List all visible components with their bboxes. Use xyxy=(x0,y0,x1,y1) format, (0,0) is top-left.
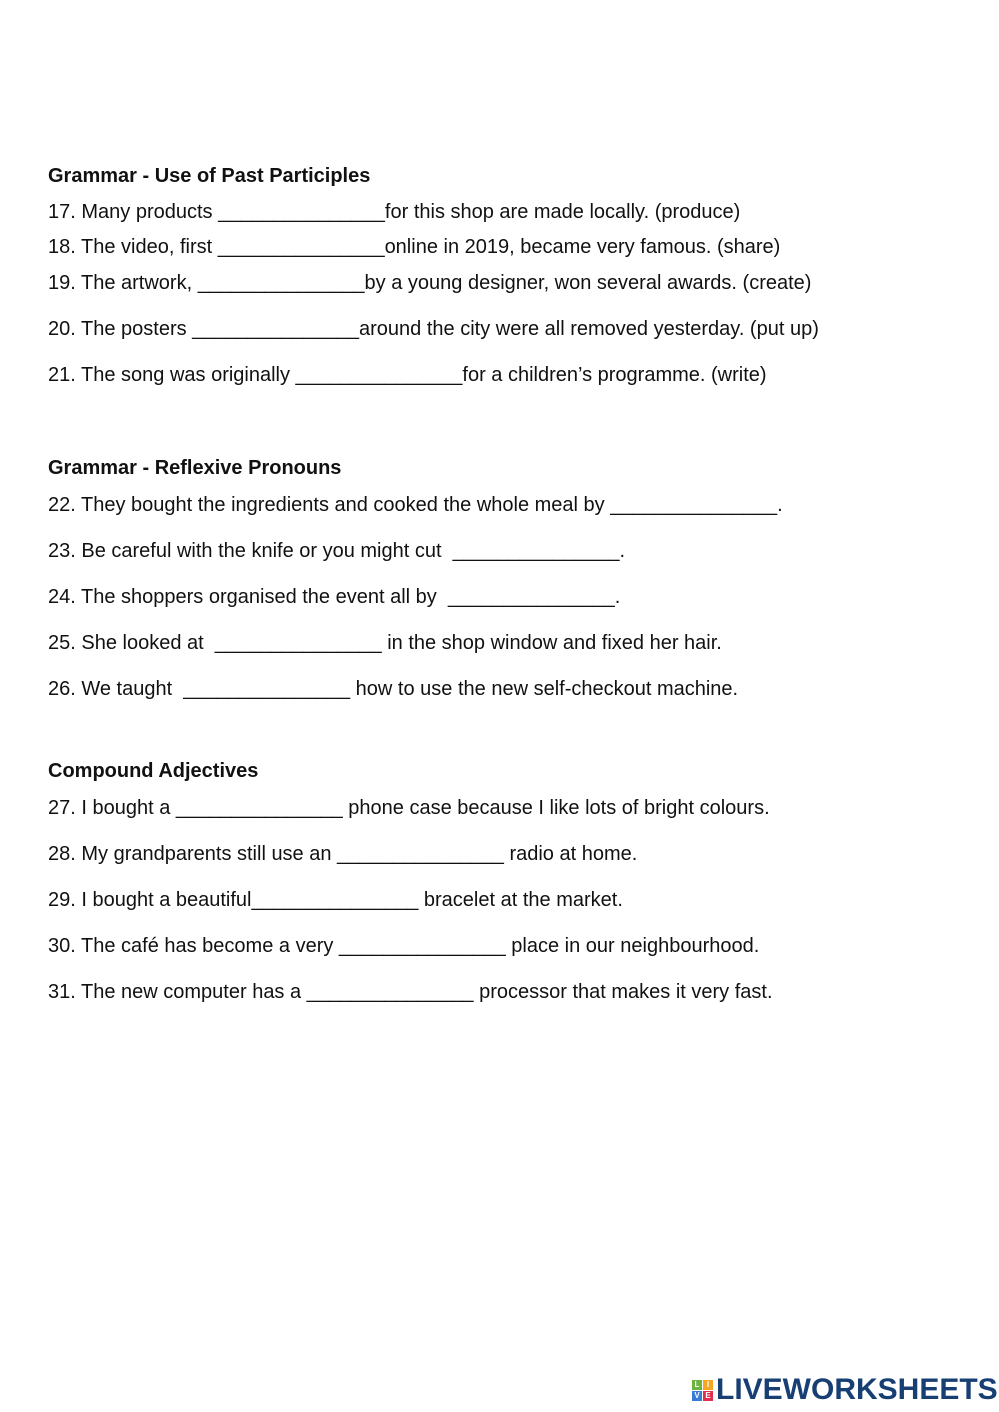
logo-tile: V xyxy=(692,1391,702,1401)
logo-tiles-icon xyxy=(692,1380,713,1401)
section-title: Grammar - Reflexive Pronouns xyxy=(48,457,342,479)
question-17[interactable]: 17. Many products _______________for this shop are made locally. (produce) xyxy=(48,201,741,223)
question-25[interactable]: 25. She looked at _______________ in the shop window and fixed her hair. xyxy=(48,632,722,654)
logo-tile: L xyxy=(692,1380,702,1390)
question-28[interactable]: 28. My grandparents still use an _______________ radio at home. xyxy=(48,843,638,865)
question-19[interactable]: 19. The artwork, _______________by a young designer, won several awards. (create) xyxy=(48,272,812,294)
logo-tile: E xyxy=(703,1391,713,1401)
question-27[interactable]: 27. I bought a _______________ phone case because I like lots of bright colours. xyxy=(48,797,770,819)
question-24[interactable]: 24. The shoppers organised the event all by _______________. xyxy=(48,586,621,608)
section-title: Compound Adjectives xyxy=(48,760,259,782)
section-title: Grammar - Use of Past Participles xyxy=(48,165,371,187)
question-26[interactable]: 26. We taught _______________ how to use the new self-checkout machine. xyxy=(48,678,739,700)
logo-tile: I xyxy=(703,1380,713,1390)
question-22[interactable]: 22. They bought the ingredients and cooked the whole meal by _______________. xyxy=(48,494,783,516)
question-23[interactable]: 23. Be careful with the knife or you might cut _______________. xyxy=(48,540,626,562)
question-20[interactable]: 20. The posters _______________around the city were all removed yesterday. (put up) xyxy=(48,318,819,340)
logo-text: LIVEWORKSHEETS xyxy=(716,1373,998,1406)
liveworksheets-logo xyxy=(692,1373,998,1407)
question-18[interactable]: 18. The video, first _______________online in 2019, became very famous. (share) xyxy=(48,236,781,258)
question-29[interactable]: 29. I bought a beautiful_______________ bracelet at the market. xyxy=(48,889,623,911)
question-21[interactable]: 21. The song was originally _______________for a children’s programme. (write) xyxy=(48,364,767,386)
question-31[interactable]: 31. The new computer has a _______________ processor that makes it very fast. xyxy=(48,981,773,1003)
question-30[interactable]: 30. The café has become a very _______________ place in our neighbourhood. xyxy=(48,935,760,957)
